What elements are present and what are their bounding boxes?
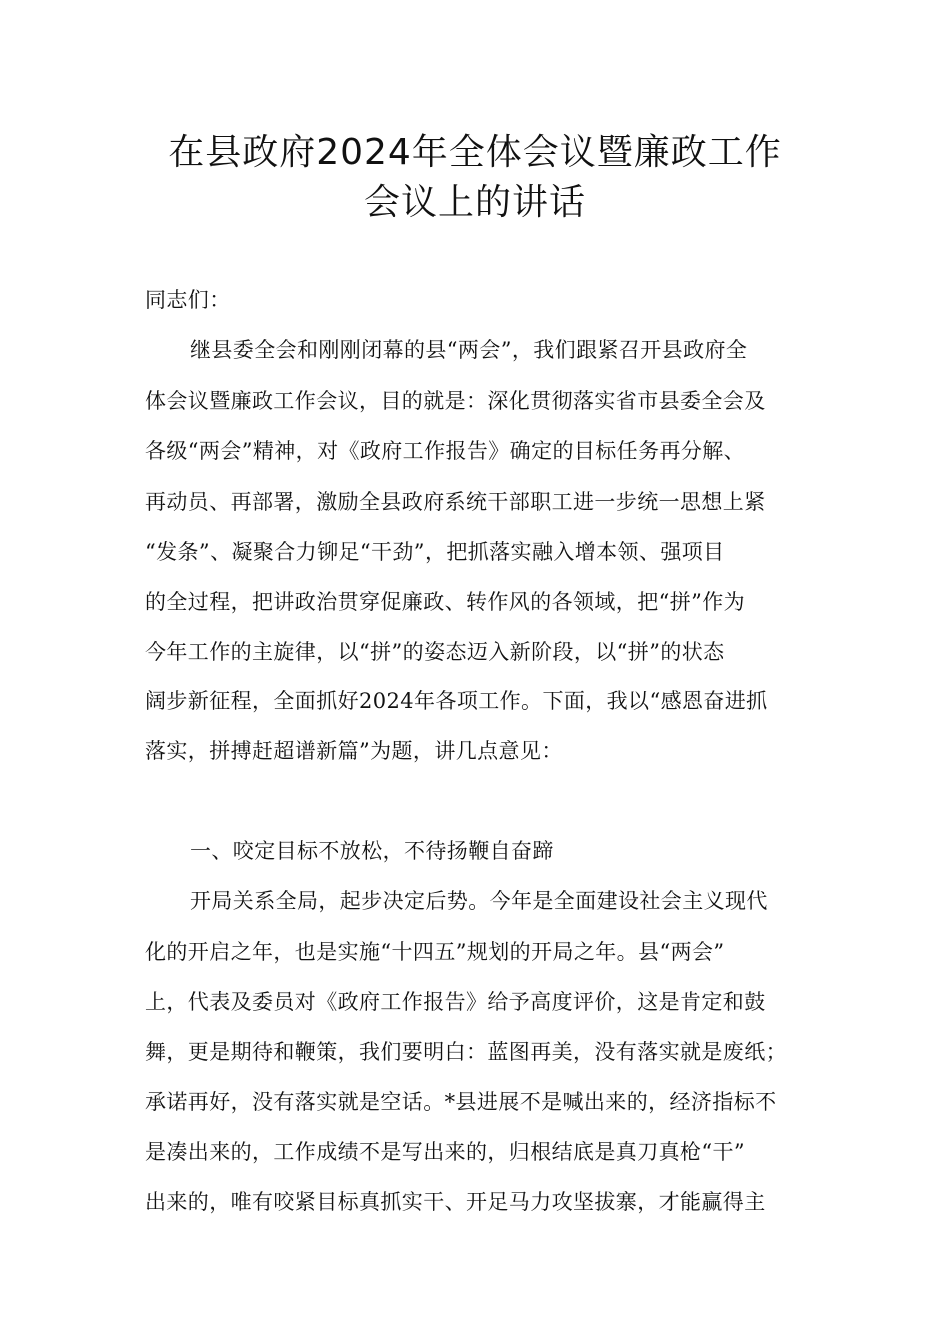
paragraph-line: 的全过程，把讲政治贯穿促廉政、转作风的各领域，把“拼”作为 — [145, 590, 746, 614]
paragraph-line: 舞，更是期待和鞭策，我们要明白：蓝图再美，没有落实就是废纸； — [145, 1040, 787, 1064]
paragraph-line: 出来的，唯有咬紧目标真抓实干、开足马力攻坚拔寨，才能赢得主 — [145, 1190, 766, 1214]
paragraph-line: 开局关系全局，起步决定后势。今年是全面建设社会主义现代 — [190, 889, 768, 913]
section-heading: 一、咬定目标不放松，不待扬鞭自奋蹄 — [190, 839, 554, 863]
paragraph-line: 化的开启之年，也是实施“十四五”规划的开局之年。县“两会” — [145, 940, 725, 964]
paragraph-line: 落实，拼搏赶超谱新篇”为题，讲几点意见： — [145, 739, 563, 763]
paragraph-line: 今年工作的主旋律，以“拼”的姿态迈入新阶段，以“拼”的状态 — [145, 640, 725, 664]
paragraph-line: 再动员、再部署，激励全县政府系统干部职工进一步统一思想上紧 — [145, 490, 766, 514]
paragraph-line: 是凑出来的，工作成绩不是写出来的，归根结底是真刀真枪“干” — [145, 1140, 746, 1164]
paragraph-line: 承诺再好，没有落实就是空话。*县进展不是喊出来的，经济指标不 — [145, 1090, 777, 1114]
document-title-line-1: 在县政府2024年全体会议暨廉政工作 — [168, 132, 782, 173]
paragraph-line: 各级“两会”精神，对《政府工作报告》确定的目标任务再分解、 — [145, 439, 746, 463]
document-title-line-2: 会议上的讲话 — [363, 182, 586, 223]
paragraph-line: 上，代表及委员对《政府工作报告》给予高度评价，这是肯定和鼓 — [145, 990, 766, 1014]
paragraph-line: 体会议暨廉政工作会议，目的就是：深化贯彻落实省市县委全会及 — [145, 389, 766, 413]
paragraph-line: “发条”、凝聚合力铆足“干劲”，把抓落实融入增本领、强项目 — [145, 540, 725, 564]
paragraph-line: 继县委全会和刚刚闭幕的县“两会”，我们跟紧召开县政府全 — [190, 338, 748, 362]
paragraph-line: 阔步新征程，全面抓好2024年各项工作。下面，我以“感恩奋进抓 — [145, 689, 768, 713]
greeting: 同志们： — [145, 288, 231, 312]
